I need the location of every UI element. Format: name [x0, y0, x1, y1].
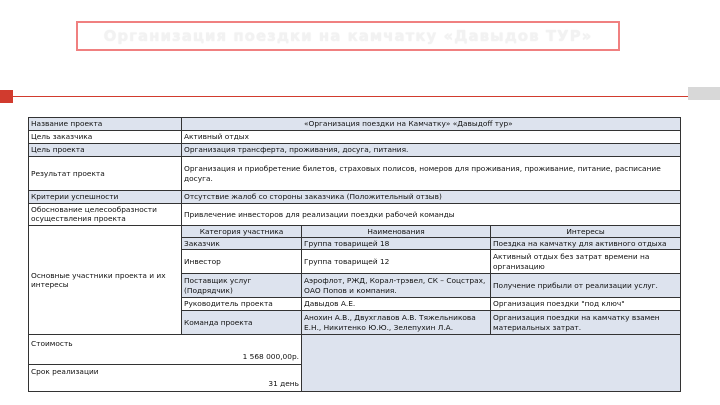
participants-header-category: Категория участника [182, 225, 302, 237]
accent-line [0, 96, 720, 97]
table-row [29, 335, 681, 365]
participant-category: Заказчик [182, 237, 302, 249]
participants-header-row [29, 225, 681, 237]
row-value: Привлечение инвесторов для реализации поездки рабочей команды [182, 204, 681, 226]
cost-cell [29, 335, 302, 365]
row-label: Основные участники проекта и их интересы [29, 225, 182, 335]
participant-category: Руководитель проекта [182, 298, 302, 311]
participant-interests: Активный отдых без затрат времени на организацию [491, 250, 681, 274]
participant-name: Группа товарищей 18 [302, 237, 491, 249]
row-value: 31 день [268, 379, 299, 389]
participant-category: Инвестор [182, 250, 302, 274]
project-passport-table [28, 117, 681, 392]
participant-interests: Получение прибыли от реализации услуг. [491, 274, 681, 298]
participant-name: Аэрофлот, РЖД, Корал-трэвел, СК – Соцстрах, ОАО Попов и компания. [302, 274, 491, 298]
row-label: Название проекта [29, 118, 182, 131]
row-label: Критерии успешности [29, 191, 182, 204]
row-label: Цель проекта [29, 144, 182, 157]
participants-header-interests: Интересы [491, 225, 681, 237]
row-label: Цель заказчика [29, 131, 182, 144]
participant-name: Анохин А.В., Двухглавов А.В. Тяжельникова Е.Н., Никитенко Ю.Ю., Зелепухин Л.А. [302, 311, 491, 335]
accent-square [0, 90, 13, 103]
row-value: 1 568 000,00р. [242, 352, 299, 362]
table-row [29, 131, 681, 144]
participants-header-name: Наименования [302, 225, 491, 237]
row-value: Организация и приобретение билетов, страховых полисов, номеров для проживания, проживание, питание, расписание досуга. [182, 157, 681, 191]
participant-category: Команда проекта [182, 311, 302, 335]
duration-cell [29, 365, 302, 392]
slide-title-box [76, 21, 620, 51]
participant-name: Давыдов А.Е. [302, 298, 491, 311]
row-value: Активный отдых [182, 131, 681, 144]
row-label: Результат проекта [29, 157, 182, 191]
participant-category: Поставщик услуг (Подрядчик) [182, 274, 302, 298]
row-value: Отсутствие жалоб со стороны заказчика (Положительный отзыв) [182, 191, 681, 204]
row-label: Стоимость [31, 339, 73, 348]
row-spacer [491, 118, 681, 131]
participant-interests: Поездка на камчатку для активного отдыха [491, 237, 681, 249]
slide-title: Организация поездки на камчатку «Давыдов ТУР» [103, 27, 593, 45]
row-label: Обоснование целесообразности осуществления проекта [29, 204, 182, 226]
empty-area [302, 335, 681, 392]
row-label: Срок реализации [31, 367, 99, 376]
table-row [29, 191, 681, 204]
participant-name: Группа товарищей 12 [302, 250, 491, 274]
participant-interests: Организация поездки "под ключ" [491, 298, 681, 311]
participant-interests: Организация поездки на камчатку взамен материальных затрат. [491, 311, 681, 335]
project-name-value: «Организация поездки на Камчатку» «Давыдоff тур» [304, 119, 513, 128]
table-row [29, 144, 681, 157]
table-row [29, 157, 681, 191]
table-row [29, 204, 681, 226]
accent-bar [688, 87, 720, 100]
row-value: Организация трансферта, проживания, досуга, питания. [182, 144, 681, 157]
